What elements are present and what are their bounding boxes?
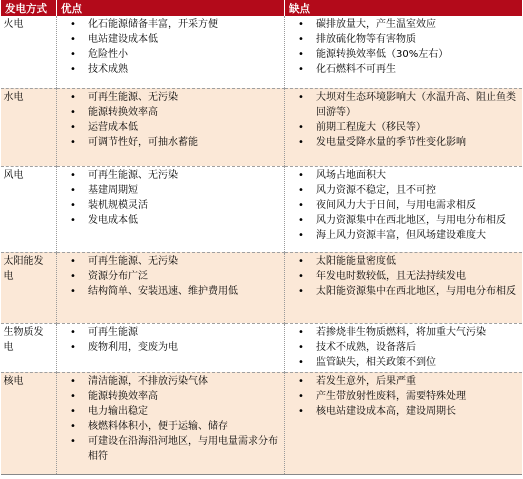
list-item	[60, 120, 281, 135]
table-body	[1, 16, 522, 474]
list-item	[60, 340, 281, 355]
list-item	[288, 228, 519, 243]
list-item	[288, 62, 519, 77]
advantage-text: 电站建设成本低	[88, 34, 158, 45]
advantages-cell	[57, 16, 285, 88]
disadvantage-text: 前期工程庞大（移民等）	[316, 121, 426, 133]
advantage-text: 废物利用，变废为电	[88, 341, 178, 353]
list-item	[288, 254, 519, 269]
disadvantages-list	[288, 254, 519, 299]
advantages-cell	[57, 252, 285, 323]
disadvantage-text: 风力资源集中在西北地区，与用电分布相反	[316, 214, 506, 226]
advantages-list	[60, 254, 281, 299]
advantage-text: 可建设在沿海沿河地区，与用电量需求分布相符	[88, 435, 278, 462]
list-item	[60, 62, 281, 77]
bullet-icon: •	[70, 390, 76, 402]
table-row	[1, 372, 522, 474]
list-item	[60, 284, 281, 299]
disadvantages-cell	[285, 372, 522, 474]
bullet-icon: •	[298, 375, 304, 387]
list-item	[288, 284, 519, 299]
disadvantage-text: 监管缺失，相关政策不到位	[316, 356, 436, 368]
disadvantage-text: 海上风力资源丰富，但风场建设难度大	[316, 229, 486, 241]
list-item	[288, 32, 519, 47]
bullet-icon: •	[70, 405, 76, 417]
disadvantage-text: 技术不成熟，设备落后	[316, 341, 416, 353]
bullet-icon: •	[298, 229, 304, 241]
disadvantages-cell	[285, 166, 522, 252]
disadvantages-list	[288, 90, 519, 150]
header-generation-type: 发电方式	[1, 0, 57, 16]
bullet-icon: •	[298, 121, 304, 133]
list-item	[288, 374, 519, 389]
advantage-text: 可再生能源、无污染	[88, 91, 178, 103]
disadvantage-text: 太阳能能量密度低	[316, 255, 396, 267]
table-row	[1, 252, 522, 323]
list-item	[60, 389, 281, 404]
disadvantage-text: 夜间风力大于日间，与用电需求相反	[316, 199, 476, 211]
bullet-icon: •	[70, 91, 76, 103]
list-item	[60, 325, 281, 340]
disadvantage-text: 风场占地面积大	[316, 169, 386, 181]
advantage-text: 运营成本低	[88, 121, 138, 133]
disadvantages-list	[288, 17, 519, 77]
bullet-icon: •	[70, 136, 76, 148]
bullet-icon: •	[298, 270, 304, 282]
disadvantage-text: 碳排放量大，产生温室效应	[316, 19, 436, 30]
advantages-cell	[57, 372, 285, 474]
advantage-text: 可再生能源、无污染	[88, 169, 178, 181]
list-item	[288, 213, 519, 228]
list-item	[288, 389, 519, 404]
advantages-cell	[57, 166, 285, 252]
advantages-list	[60, 374, 281, 464]
list-item	[288, 325, 519, 340]
bullet-icon: •	[70, 435, 76, 447]
disadvantages-cell	[285, 252, 522, 323]
advantages-list	[60, 90, 281, 150]
table-row	[1, 16, 522, 88]
bullet-icon: •	[70, 184, 76, 196]
bullet-icon: •	[298, 405, 304, 417]
generation-type-cell: 核电	[1, 372, 57, 474]
advantage-text: 发电成本低	[88, 214, 138, 226]
list-item	[60, 434, 281, 464]
disadvantage-text: 年发电时数较低，且无法持续发电	[316, 270, 466, 282]
bullet-icon: •	[298, 341, 304, 353]
generation-type-cell: 火电	[1, 16, 57, 88]
table-row	[1, 166, 522, 252]
bullet-icon: •	[298, 214, 304, 226]
list-item	[288, 404, 519, 419]
advantage-text: 可调节性好，可抽水蓄能	[88, 136, 198, 148]
bullet-icon: •	[70, 214, 76, 226]
advantages-cell	[57, 323, 285, 372]
disadvantage-text: 能源转换效率低（30%左右）	[316, 49, 449, 60]
disadvantage-text: 产生带放射性废料，需要特殊处理	[316, 390, 466, 402]
list-item	[60, 419, 281, 434]
list-item	[288, 47, 519, 62]
list-item	[60, 183, 281, 198]
bullet-icon: •	[298, 390, 304, 402]
list-item	[60, 32, 281, 47]
bullet-icon: •	[70, 326, 76, 338]
list-item	[60, 135, 281, 150]
bullet-icon: •	[298, 326, 304, 338]
list-item	[60, 198, 281, 213]
advantages-cell	[57, 88, 285, 166]
advantage-text: 结构简单、安装迅速、维护费用低	[88, 285, 238, 297]
advantages-list	[60, 17, 281, 77]
bullet-icon: •	[70, 106, 76, 118]
bullet-icon: •	[298, 64, 304, 75]
bullet-icon: •	[298, 356, 304, 368]
list-item	[60, 374, 281, 389]
header-row	[1, 0, 522, 16]
list-item	[60, 17, 281, 32]
bullet-icon: •	[70, 341, 76, 353]
disadvantage-text: 核电站建设成本高，建设周期长	[316, 405, 456, 417]
bullet-icon: •	[70, 49, 76, 60]
disadvantages-list	[288, 325, 519, 370]
disadvantages-list	[288, 168, 519, 243]
advantage-text: 基建周期短	[88, 184, 138, 196]
list-item	[288, 135, 519, 150]
bullet-icon: •	[70, 270, 76, 282]
generation-type-cell: 生物质发电	[1, 323, 57, 372]
advantage-text: 可再生能源、无污染	[88, 255, 178, 267]
header-disadvantages: 缺点	[285, 0, 522, 16]
list-item	[60, 254, 281, 269]
list-item	[60, 90, 281, 105]
bullet-icon: •	[298, 169, 304, 181]
bullet-icon: •	[298, 184, 304, 196]
table-row	[1, 88, 522, 166]
advantages-list	[60, 168, 281, 228]
advantage-text: 能源转换效率高	[88, 106, 158, 118]
bullet-icon: •	[298, 285, 304, 297]
list-item	[60, 404, 281, 419]
bullet-icon: •	[70, 285, 76, 297]
bullet-icon: •	[70, 199, 76, 211]
list-item	[288, 120, 519, 135]
list-item	[60, 269, 281, 284]
advantage-text: 技术成熟	[88, 64, 128, 75]
bullet-icon: •	[70, 375, 76, 387]
disadvantage-text: 太阳能资源集中在西北地区，与用电分布相反	[316, 285, 516, 297]
advantage-text: 清洁能源，不排放污染气体	[88, 375, 208, 387]
disadvantages-cell	[285, 323, 522, 372]
disadvantages-cell	[285, 88, 522, 166]
list-item	[288, 183, 519, 198]
bullet-icon: •	[298, 91, 304, 103]
advantage-text: 电力输出稳定	[88, 405, 148, 417]
advantage-text: 危险性小	[88, 49, 128, 60]
advantage-text: 可再生能源	[88, 326, 138, 338]
advantage-text: 能源转换效率高	[88, 390, 158, 402]
list-item	[60, 168, 281, 183]
disadvantage-text: 风力资源不稳定，且不可控	[316, 184, 436, 196]
disadvantage-text: 发电量受降水量的季节性变化影响	[316, 136, 466, 148]
bullet-icon: •	[298, 34, 304, 45]
list-item	[288, 269, 519, 284]
header-advantages: 优点	[57, 0, 285, 16]
bullet-icon: •	[298, 19, 304, 30]
disadvantages-cell	[285, 16, 522, 88]
disadvantage-text: 排放硫化物等有害物质	[316, 34, 416, 45]
advantage-text: 核燃料体积小，便于运输、储存	[88, 420, 228, 432]
disadvantages-list	[288, 374, 519, 419]
generation-type-cell: 太阳能发电	[1, 252, 57, 323]
list-item	[288, 198, 519, 213]
bullet-icon: •	[70, 19, 76, 30]
list-item	[60, 47, 281, 62]
disadvantage-text: 大坝对生态环境影响大（水温升高、阻止鱼类回游等）	[316, 91, 516, 118]
advantages-list	[60, 325, 281, 355]
generation-type-cell: 水电	[1, 88, 57, 166]
list-item	[288, 355, 519, 370]
bullet-icon: •	[70, 420, 76, 432]
disadvantage-text: 若掺烧非生物质燃料，将加重大气污染	[316, 326, 486, 338]
list-item	[288, 340, 519, 355]
bullet-icon: •	[298, 49, 304, 60]
bullet-icon: •	[70, 121, 76, 133]
bullet-icon: •	[298, 136, 304, 148]
bullet-icon: •	[70, 64, 76, 75]
list-item	[60, 213, 281, 228]
bullet-icon: •	[70, 255, 76, 267]
list-item	[288, 17, 519, 32]
disadvantage-text: 化石燃料不可再生	[316, 64, 396, 75]
advantage-text: 装机规模灵活	[88, 199, 148, 211]
bullet-icon: •	[298, 199, 304, 211]
disadvantage-text: 若发生意外，后果严重	[316, 375, 416, 387]
generation-type-cell: 风电	[1, 166, 57, 252]
bullet-icon: •	[70, 169, 76, 181]
list-item	[288, 90, 519, 120]
table-row	[1, 323, 522, 372]
advantage-text: 化石能源储备丰富，开采方便	[88, 19, 218, 30]
advantage-text: 资源分布广泛	[88, 270, 148, 282]
list-item	[60, 105, 281, 120]
list-item	[288, 168, 519, 183]
bullet-icon: •	[298, 255, 304, 267]
bullet-icon: •	[70, 34, 76, 45]
